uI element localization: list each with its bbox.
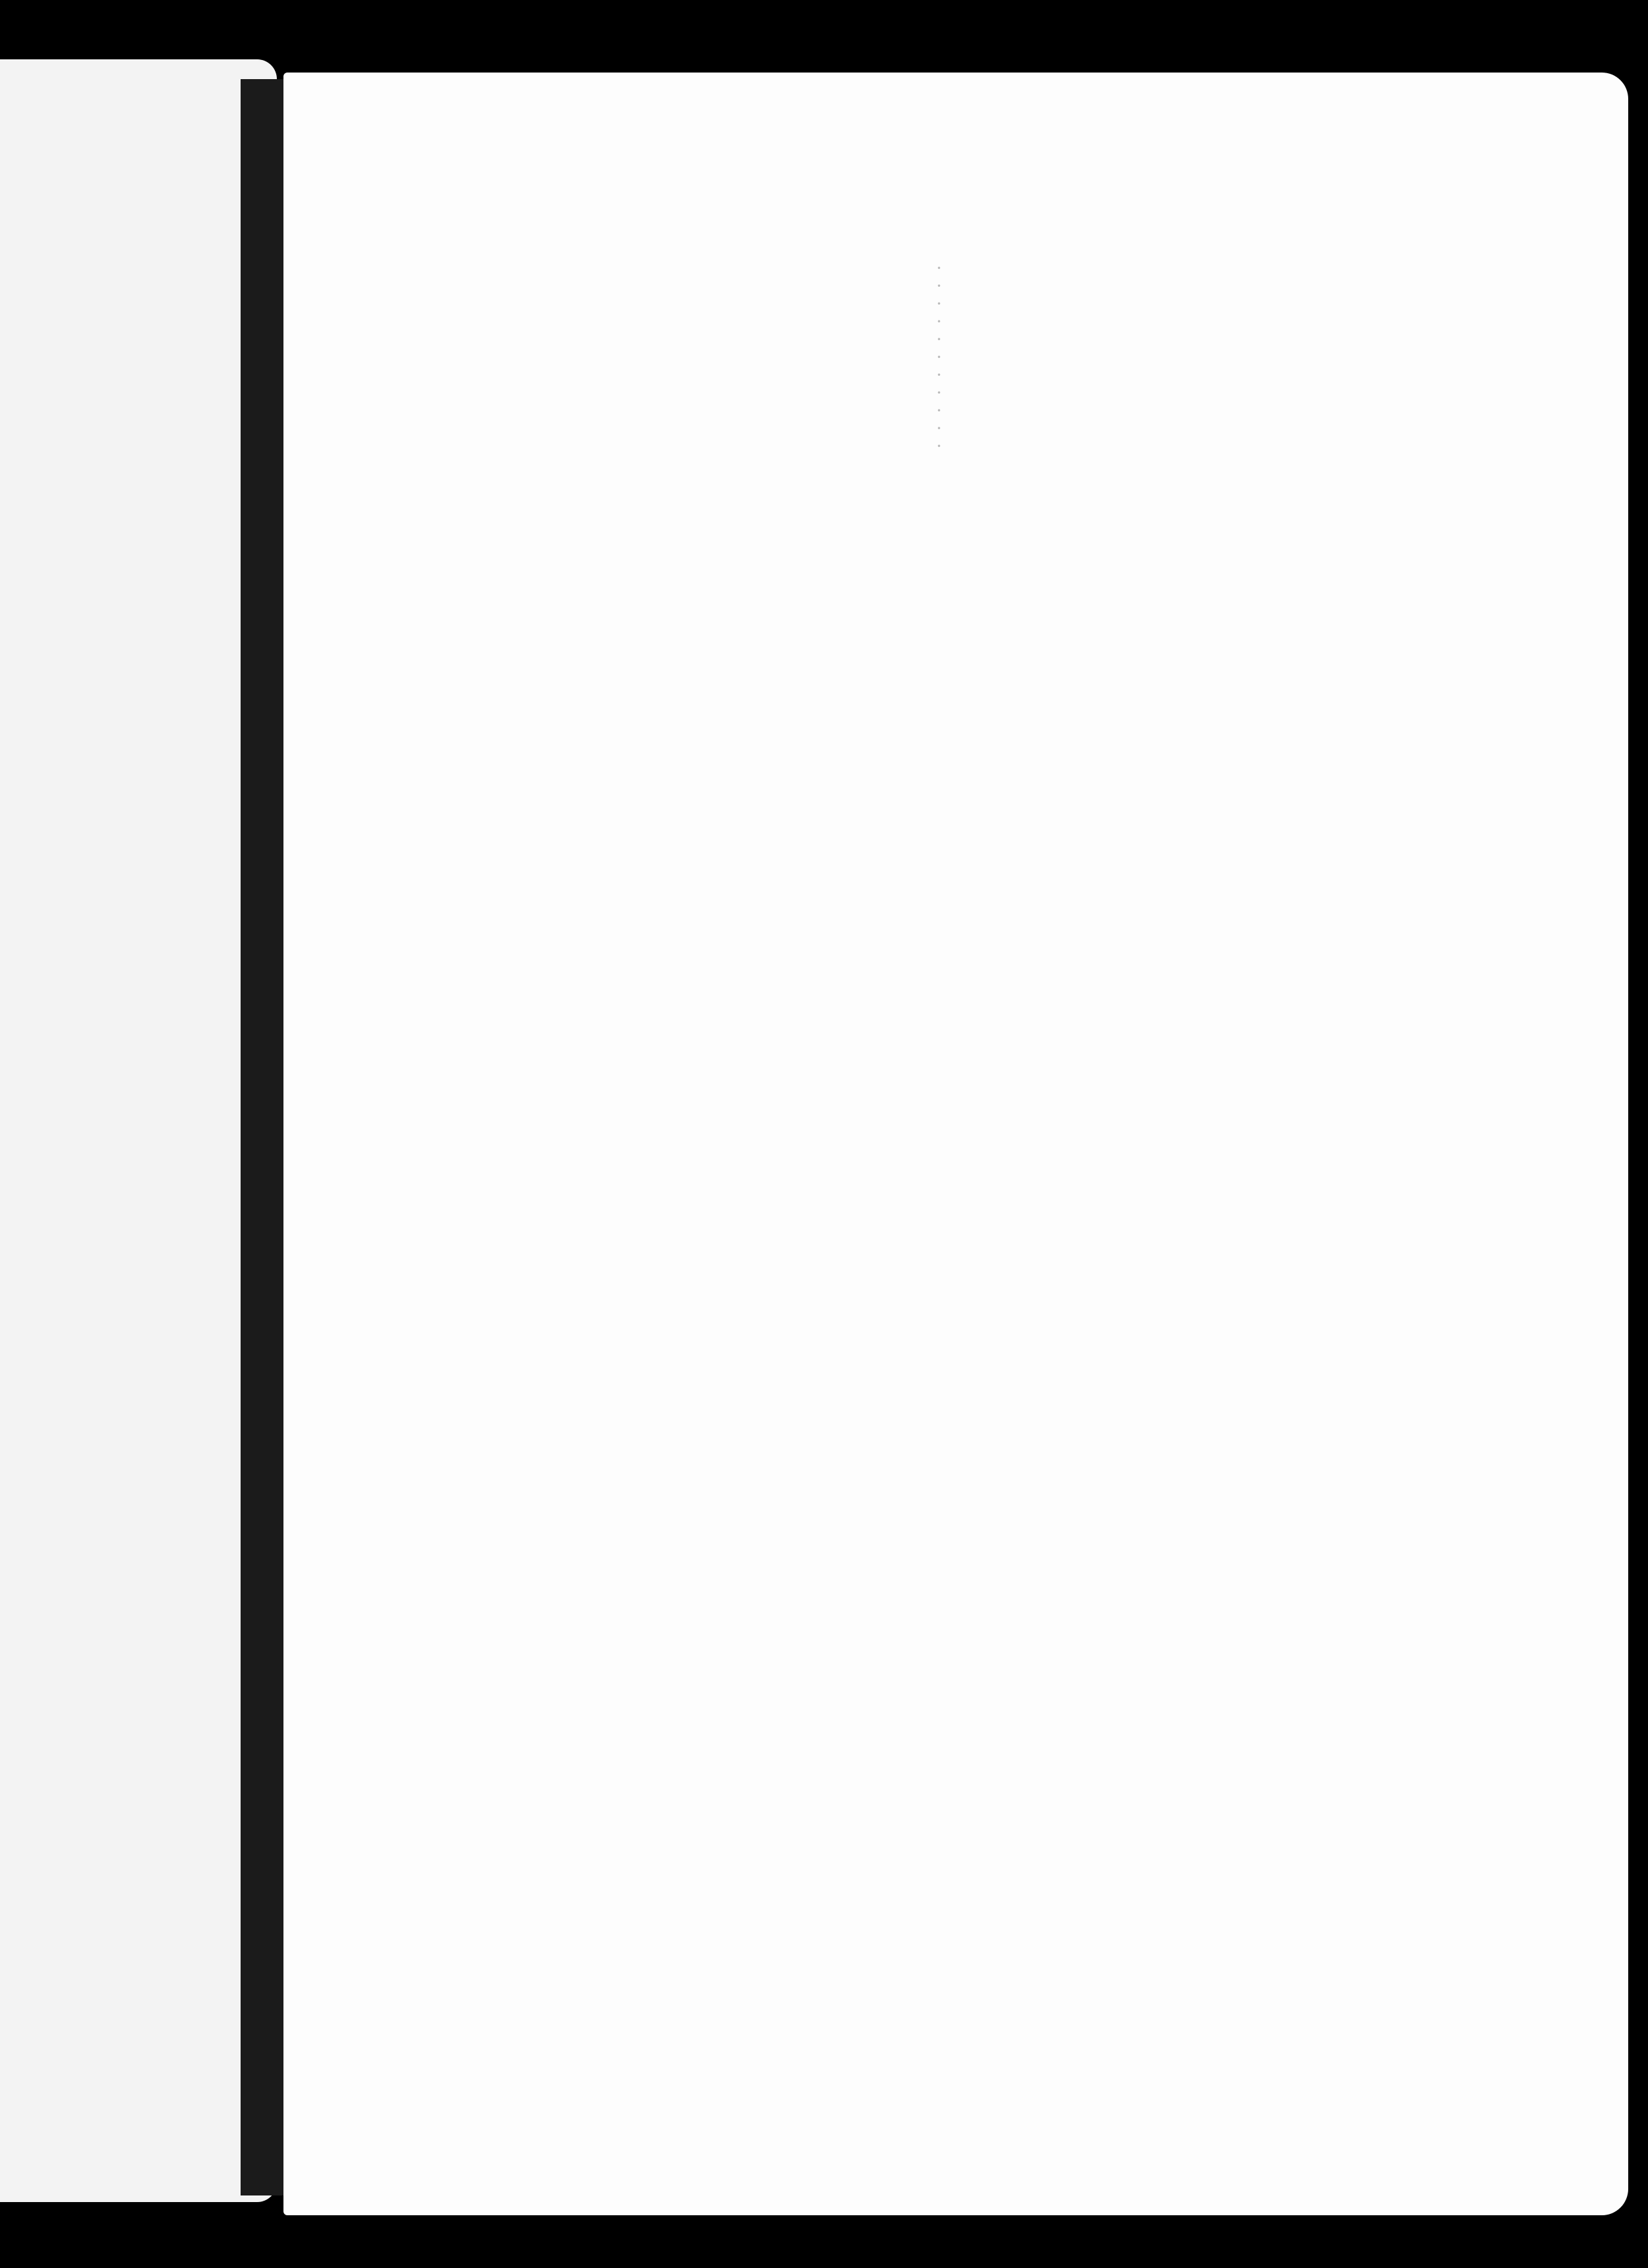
faint-dots: . . . . . . . . . . . — [923, 261, 945, 448]
